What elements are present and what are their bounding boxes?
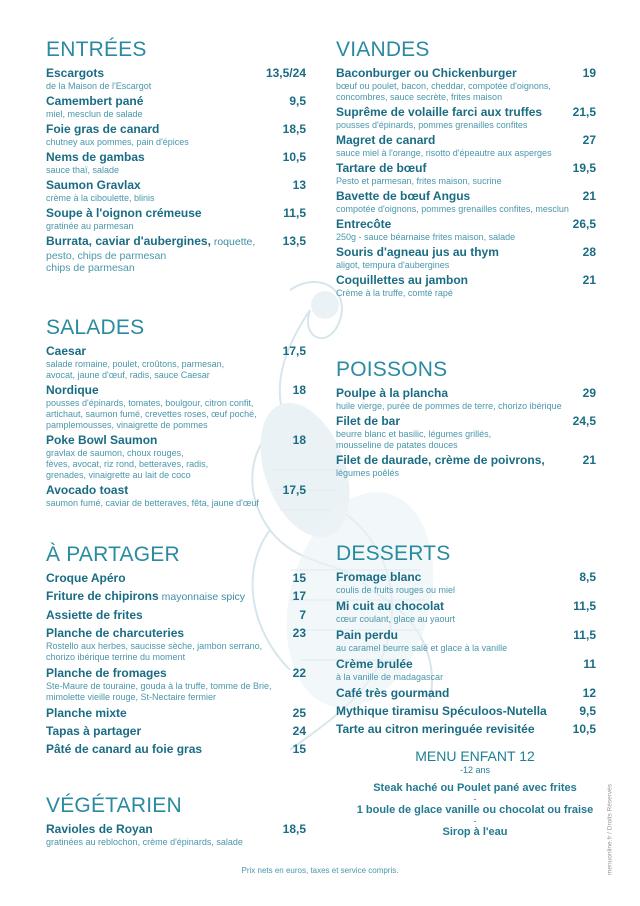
menu-item-name-text: Poulpe à la plancha (336, 386, 449, 400)
section-desserts (336, 542, 596, 740)
watermark: menuonline.fr / Droits Réservés (606, 783, 614, 876)
menu-item-name (336, 686, 449, 701)
menu-item (46, 742, 306, 757)
price-note: Prix nets en euros, taxes et service compris. (241, 866, 399, 875)
menu-item-price: 23 (292, 626, 306, 640)
kids-menu-age: -12 ans (459, 765, 491, 775)
menu-item-row (46, 742, 306, 757)
menu-item-description: bœuf ou poulet, bacon, cheddar, compotée d'oignons, concombres, sauce secrète, frites maison (336, 81, 551, 102)
menu-item-row (46, 724, 306, 739)
menu-item-name (46, 234, 255, 250)
menu-item-description: coulis de fruits rouges ou miel (336, 585, 456, 595)
kids-menu-title: MENU ENFANT 12 (415, 748, 535, 764)
menu-item-row (46, 122, 306, 137)
menu-item-price: 9,5 (289, 94, 306, 108)
menu-item (46, 608, 306, 623)
menu-item-row (336, 245, 596, 260)
menu-item-description: sauce thaï, salade (46, 165, 120, 175)
menu-item-description: cœur coulant, glace au yaourt (336, 614, 456, 624)
menu-item-row (46, 571, 306, 586)
menu-item-name-text: Foie gras de canard (46, 122, 160, 136)
menu-item-row (46, 666, 306, 681)
menu-item-name (336, 273, 468, 288)
menu-item (336, 599, 596, 625)
menu-item-name (46, 178, 141, 193)
menu-item-name-text: Burrata, caviar d'aubergines, (46, 234, 211, 248)
menu-item-price: 8,5 (579, 570, 596, 584)
menu-item-description: sauce miel à l'orange, risotto d'épeautre aux asperges (336, 148, 552, 158)
menu-item (46, 483, 306, 509)
kids-menu-dessert: 1 boule de glace vanille ou chocolat ou fraise (356, 804, 594, 816)
menu-item-name (336, 599, 444, 614)
section-viandes (336, 38, 596, 301)
menu-item (336, 161, 596, 187)
menu-item-name (46, 344, 86, 359)
menu-item-name (336, 105, 542, 120)
menu-item-description: pesto, chips de parmesan chips de parmesan (46, 250, 167, 274)
menu-item-name (336, 66, 517, 81)
menu-item-description: 250g - sauce béarnaise frites maison, salade (336, 232, 516, 242)
menu-item-name (46, 589, 245, 605)
menu-item-price: 10,5 (572, 722, 596, 736)
menu-item (336, 217, 596, 243)
menu-item-price: 22 (292, 666, 306, 680)
menu-item (46, 724, 306, 739)
menu-item-row (336, 161, 596, 176)
menu-item-price: 18,5 (282, 122, 306, 136)
menu-item-description: pousses d'épinards, pommes grenailles confites (336, 120, 528, 130)
menu-item-description: Rostello aux herbes, saucisse sèche, jambon serrano, chorizo ibérique terrine du moment (46, 641, 263, 662)
menu-item-row (336, 570, 596, 585)
menu-item (46, 234, 306, 274)
section-title: SALADES (46, 316, 145, 339)
menu-item-description: de la Maison de l'Escargot (46, 81, 152, 91)
kids-menu-separator: - (473, 794, 477, 804)
section-title: POISSONS (336, 358, 448, 381)
menu-item-name-text: Caesar (46, 344, 87, 358)
menu-item-price: 24 (292, 724, 306, 738)
menu-item-price: 29 (582, 386, 596, 400)
kids-menu-separator: - (473, 816, 477, 826)
menu-item-price: 11 (583, 657, 596, 671)
menu-item-name-text: Tapas à partager (46, 724, 142, 738)
menu-item (336, 657, 596, 683)
menu-item-name (46, 666, 167, 681)
menu-item-name-text: Mi cuit au chocolat (336, 599, 445, 613)
menu-item-name (46, 822, 153, 837)
section-vegetarien (46, 794, 306, 850)
menu-item-name (336, 570, 421, 585)
menu-item-name-text: Tarte au citron meringuée revisitée (336, 722, 535, 736)
menu-item-description: saumon fumé, caviar de betteraves, fêta, jaune d'œuf (46, 498, 259, 508)
menu-item-row (46, 66, 306, 81)
menu-item (336, 189, 596, 215)
menu-item-row (336, 657, 596, 672)
menu-item (46, 178, 306, 204)
menu-item-row (46, 706, 306, 721)
menu-item-row (46, 822, 306, 837)
menu-item-description: aligot, tempura d'aubergines (336, 260, 450, 270)
menu-item-name-text: Ravioles de Royan (46, 822, 153, 836)
menu-item-name-text: Nordique (46, 383, 99, 397)
menu-item-row (46, 483, 306, 498)
menu-item (46, 150, 306, 176)
menu-item-description: huile vierge, purée de pommes de terre, chorizo ibérique (336, 401, 562, 411)
menu-item (46, 571, 306, 586)
menu-item-name-text: Planche mixte (46, 706, 127, 720)
menu-item (46, 433, 306, 481)
menu-item-row (336, 189, 596, 204)
menu-item-description: gravlax de saumon, choux rouges, fèves, avocat, riz rond, betteraves, radis, grenades, vinaigrette au lait de coco (46, 448, 209, 480)
menu-item-row (46, 589, 306, 605)
menu-item-name (46, 433, 157, 448)
menu-item (46, 66, 306, 92)
menu-item-description: à la vanille de madagascar (336, 672, 444, 682)
menu-item-name (336, 217, 391, 232)
menu-item-name (336, 657, 413, 672)
menu-item-price: 10,5 (282, 150, 306, 164)
menu-item-row (46, 94, 306, 109)
menu-item-price: 25 (292, 706, 306, 720)
menu-item-description: Crème à la truffe, comté rapé (336, 288, 453, 298)
menu-item (336, 704, 596, 719)
kids-menu-drink: Sirop à l'eau (442, 826, 508, 838)
menu-item-price: 26,5 (572, 217, 596, 231)
menu-item (46, 383, 306, 431)
menu-item-price: 21 (582, 273, 596, 287)
menu-item (46, 706, 306, 721)
menu-item-name (336, 189, 470, 204)
menu-item-name-text: Pâté de canard au foie gras (46, 742, 203, 756)
menu-item (336, 722, 596, 737)
menu-item-name (46, 122, 159, 137)
menu-item-name-text: Fromage blanc (336, 570, 422, 584)
menu-item (46, 589, 306, 605)
menu-item-row (46, 150, 306, 165)
menu-item (336, 105, 596, 131)
menu-item-price: 7 (299, 608, 306, 622)
menu-item (336, 453, 596, 479)
menu-item-price: 18 (292, 383, 306, 397)
menu-item-price: 18 (292, 433, 306, 447)
menu-item-price: 15 (292, 571, 306, 585)
menu-item-name-text: Poke Bowl Saumon (46, 433, 158, 447)
menu-item-inline-description: mayonnaise spicy (158, 591, 246, 603)
menu-item-description: pousses d'épinards, tomates, boulgour, citron confit, artichaut, saumon fumé, crevettes roses, œuf poché, pamplemousses, vinaigrette de pommes (46, 398, 257, 430)
menu-item-description: légumes poêlés (336, 468, 400, 478)
menu-item-name-text: Planche de charcuteries (46, 626, 185, 640)
menu-item-name (46, 608, 143, 623)
menu-item-row (336, 599, 596, 614)
menu-item-row (46, 344, 306, 359)
menu-item-name-text: Assiette de frites (46, 608, 143, 622)
menu-item-price: 28 (582, 245, 596, 259)
section-poissons (336, 358, 596, 481)
menu-item-name (46, 626, 184, 641)
menu-item-price: 17 (292, 589, 306, 603)
menu-item-price: 11,5 (573, 599, 596, 613)
menu-item (336, 686, 596, 701)
menu-item (336, 628, 596, 654)
menu-item-name (336, 453, 545, 468)
menu-item-name-text: Saumon Gravlax (46, 178, 141, 192)
menu-item-name-text: Camembert pané (46, 94, 144, 108)
menu-item-name (46, 383, 99, 398)
menu-item-row (46, 178, 306, 193)
menu-item-description: gratinée au parmesan (46, 221, 134, 231)
menu-item-row (336, 105, 596, 120)
menu-item (46, 344, 306, 381)
menu-item-row (336, 722, 596, 737)
menu-item-name (336, 386, 448, 401)
menu-item (46, 206, 306, 232)
menu-item-name-text: Bavette de bœuf Angus (336, 189, 471, 203)
menu-item-name-text: Magret de canard (336, 133, 436, 147)
menu-item (336, 245, 596, 271)
menu-item-name (336, 245, 499, 260)
menu-item-name-text: Suprême de volaille farci aux truffes (336, 105, 543, 119)
menu-item-description: gratinées au reblochon, crème d'épinards, salade (46, 837, 243, 847)
menu-item (46, 122, 306, 148)
section-entrees (46, 38, 306, 276)
kids-menu-main: Steak haché ou Poulet pané avec frites (373, 782, 577, 794)
menu-item-name-text: Croque Apéro (46, 571, 126, 585)
menu-item-name (46, 724, 141, 739)
menu-item-price: 21 (582, 453, 596, 467)
menu-item-price: 13,5/24 (265, 66, 306, 80)
menu-item-description: beurre blanc et basilic, légumes grillés, mousseline de patates douces (336, 429, 492, 450)
menu-item-price: 19,5 (572, 161, 596, 175)
menu-item-name-text: Mythique tiramisu Spéculoos-Nutella (336, 704, 547, 718)
menu-item-name (46, 206, 202, 221)
menu-item-name (336, 722, 535, 737)
menu-item-row (336, 386, 596, 401)
menu-item-row (336, 133, 596, 148)
menu-item-name-text: Avocado toast (46, 483, 129, 497)
menu-item-price: 12 (582, 686, 596, 700)
menu-item-row (46, 608, 306, 623)
menu-item-name (46, 150, 145, 165)
menu-item (46, 94, 306, 120)
menu-item-row (336, 66, 596, 81)
menu-item-row (46, 206, 306, 221)
menu-item-row (336, 217, 596, 232)
menu-item-row (336, 414, 596, 429)
menu-item-name-text: Filet de bar (336, 414, 401, 428)
menu-item-row (336, 453, 596, 468)
menu-item-name (46, 571, 126, 586)
menu-item-name-text: Pain perdu (336, 628, 399, 642)
menu-item-description: chutney aux pommes, pain d'épices (46, 137, 189, 147)
menu-item-name-text: Café très gourmand (336, 686, 450, 700)
menu-item-name-text: Tartare de bœuf (336, 161, 427, 175)
menu-item-price: 11,5 (573, 628, 596, 642)
menu-item-name-text: Baconburger ou Chickenburger (336, 66, 517, 80)
menu-item-price: 24,5 (572, 414, 596, 428)
menu-item-row (336, 704, 596, 719)
menu-item-name-text: Filet de daurade, crème de poivrons, (336, 453, 545, 467)
menu-item-price: 13,5 (282, 234, 306, 248)
menu-item-row (46, 234, 306, 250)
menu-item-description: crème à la ciboulette, blinis (46, 193, 155, 203)
menu-item-description: Ste-Maure de touraine, gouda à la truffe, tomme de Brie, mimolette vieille rouge, St-Nectaire fermier (46, 681, 272, 702)
section-salades (46, 316, 306, 511)
menu-item-price: 17,5 (282, 344, 306, 358)
menu-item (336, 570, 596, 596)
menu-item-name-text: Escargots (46, 66, 105, 80)
kids-menu (335, 748, 615, 839)
menu-item-description: salade romaine, poulet, croûtons, parmesan, avocat, jaune d'œuf, radis, sauce Caesar (46, 359, 225, 380)
menu-item-row (336, 686, 596, 701)
menu-item-price: 9,5 (579, 704, 596, 718)
menu-item-name-text: Planche de fromages (46, 666, 167, 680)
menu-item-name-text: Soupe à l'oignon crémeuse (46, 206, 202, 220)
menu-item-price: 19 (582, 66, 596, 80)
menu-item-price: 11,5 (283, 206, 306, 220)
menu-item-name (336, 414, 400, 429)
menu-item-row (46, 383, 306, 398)
section-title: À PARTAGER (46, 543, 180, 566)
menu-item-price: 13 (292, 178, 306, 192)
menu-item-description: au caramel beurre salé et glace à la vanille (336, 643, 508, 653)
menu-item (46, 822, 306, 848)
menu-item-name-text: Friture de chipirons (46, 589, 159, 603)
section-title: ENTRÉES (46, 38, 147, 61)
menu-item-name-text: Crème brulée (336, 657, 413, 671)
menu-item-price: 21,5 (572, 105, 596, 119)
section-title: VIANDES (336, 38, 430, 61)
menu-item (336, 133, 596, 159)
menu-item (336, 414, 596, 451)
menu-item-price: 17,5 (282, 483, 306, 497)
menu-item-description: Pesto et parmesan, frites maison, sucrine (336, 176, 502, 186)
menu-item-row (336, 628, 596, 643)
menu-item-description: miel, mesclun de salade (46, 109, 143, 119)
menu-item-name (336, 133, 435, 148)
menu-item (336, 273, 596, 299)
menu-item-name (46, 742, 202, 757)
menu-item-name-text: Entrecôte (336, 217, 392, 231)
menu-item-price: 18,5 (282, 822, 306, 836)
menu-item-name (336, 628, 398, 643)
menu-item-name (46, 66, 104, 81)
menu-item-price: 15 (292, 742, 306, 756)
section-title: DESSERTS (336, 542, 451, 565)
section-partager (46, 543, 306, 760)
menu-item-name (46, 94, 143, 109)
menu-item-price: 21 (582, 189, 596, 203)
section-title: VÉGÉTARIEN (46, 794, 182, 817)
menu-item-name (46, 706, 127, 721)
menu-item-name-text: Nems de gambas (46, 150, 145, 164)
menu-item-name (336, 704, 547, 719)
menu-item-row (336, 273, 596, 288)
menu-item (336, 386, 596, 412)
menu-item-name (336, 161, 426, 176)
menu-item-inline-description: roquette, (210, 236, 256, 248)
menu-item-row (46, 433, 306, 448)
menu-item-name-text: Coquillettes au jambon (336, 273, 469, 287)
menu-item-row (46, 626, 306, 641)
menu-item (46, 626, 306, 663)
menu-item (46, 666, 306, 703)
menu-item-name-text: Souris d'agneau jus au thym (336, 245, 499, 259)
menu-item-description: compotée d'oignons, pommes grenailles confites, mesclun (336, 204, 569, 214)
menu-item-price: 27 (582, 133, 596, 147)
menu-item-name (46, 483, 128, 498)
menu-item (336, 66, 596, 103)
